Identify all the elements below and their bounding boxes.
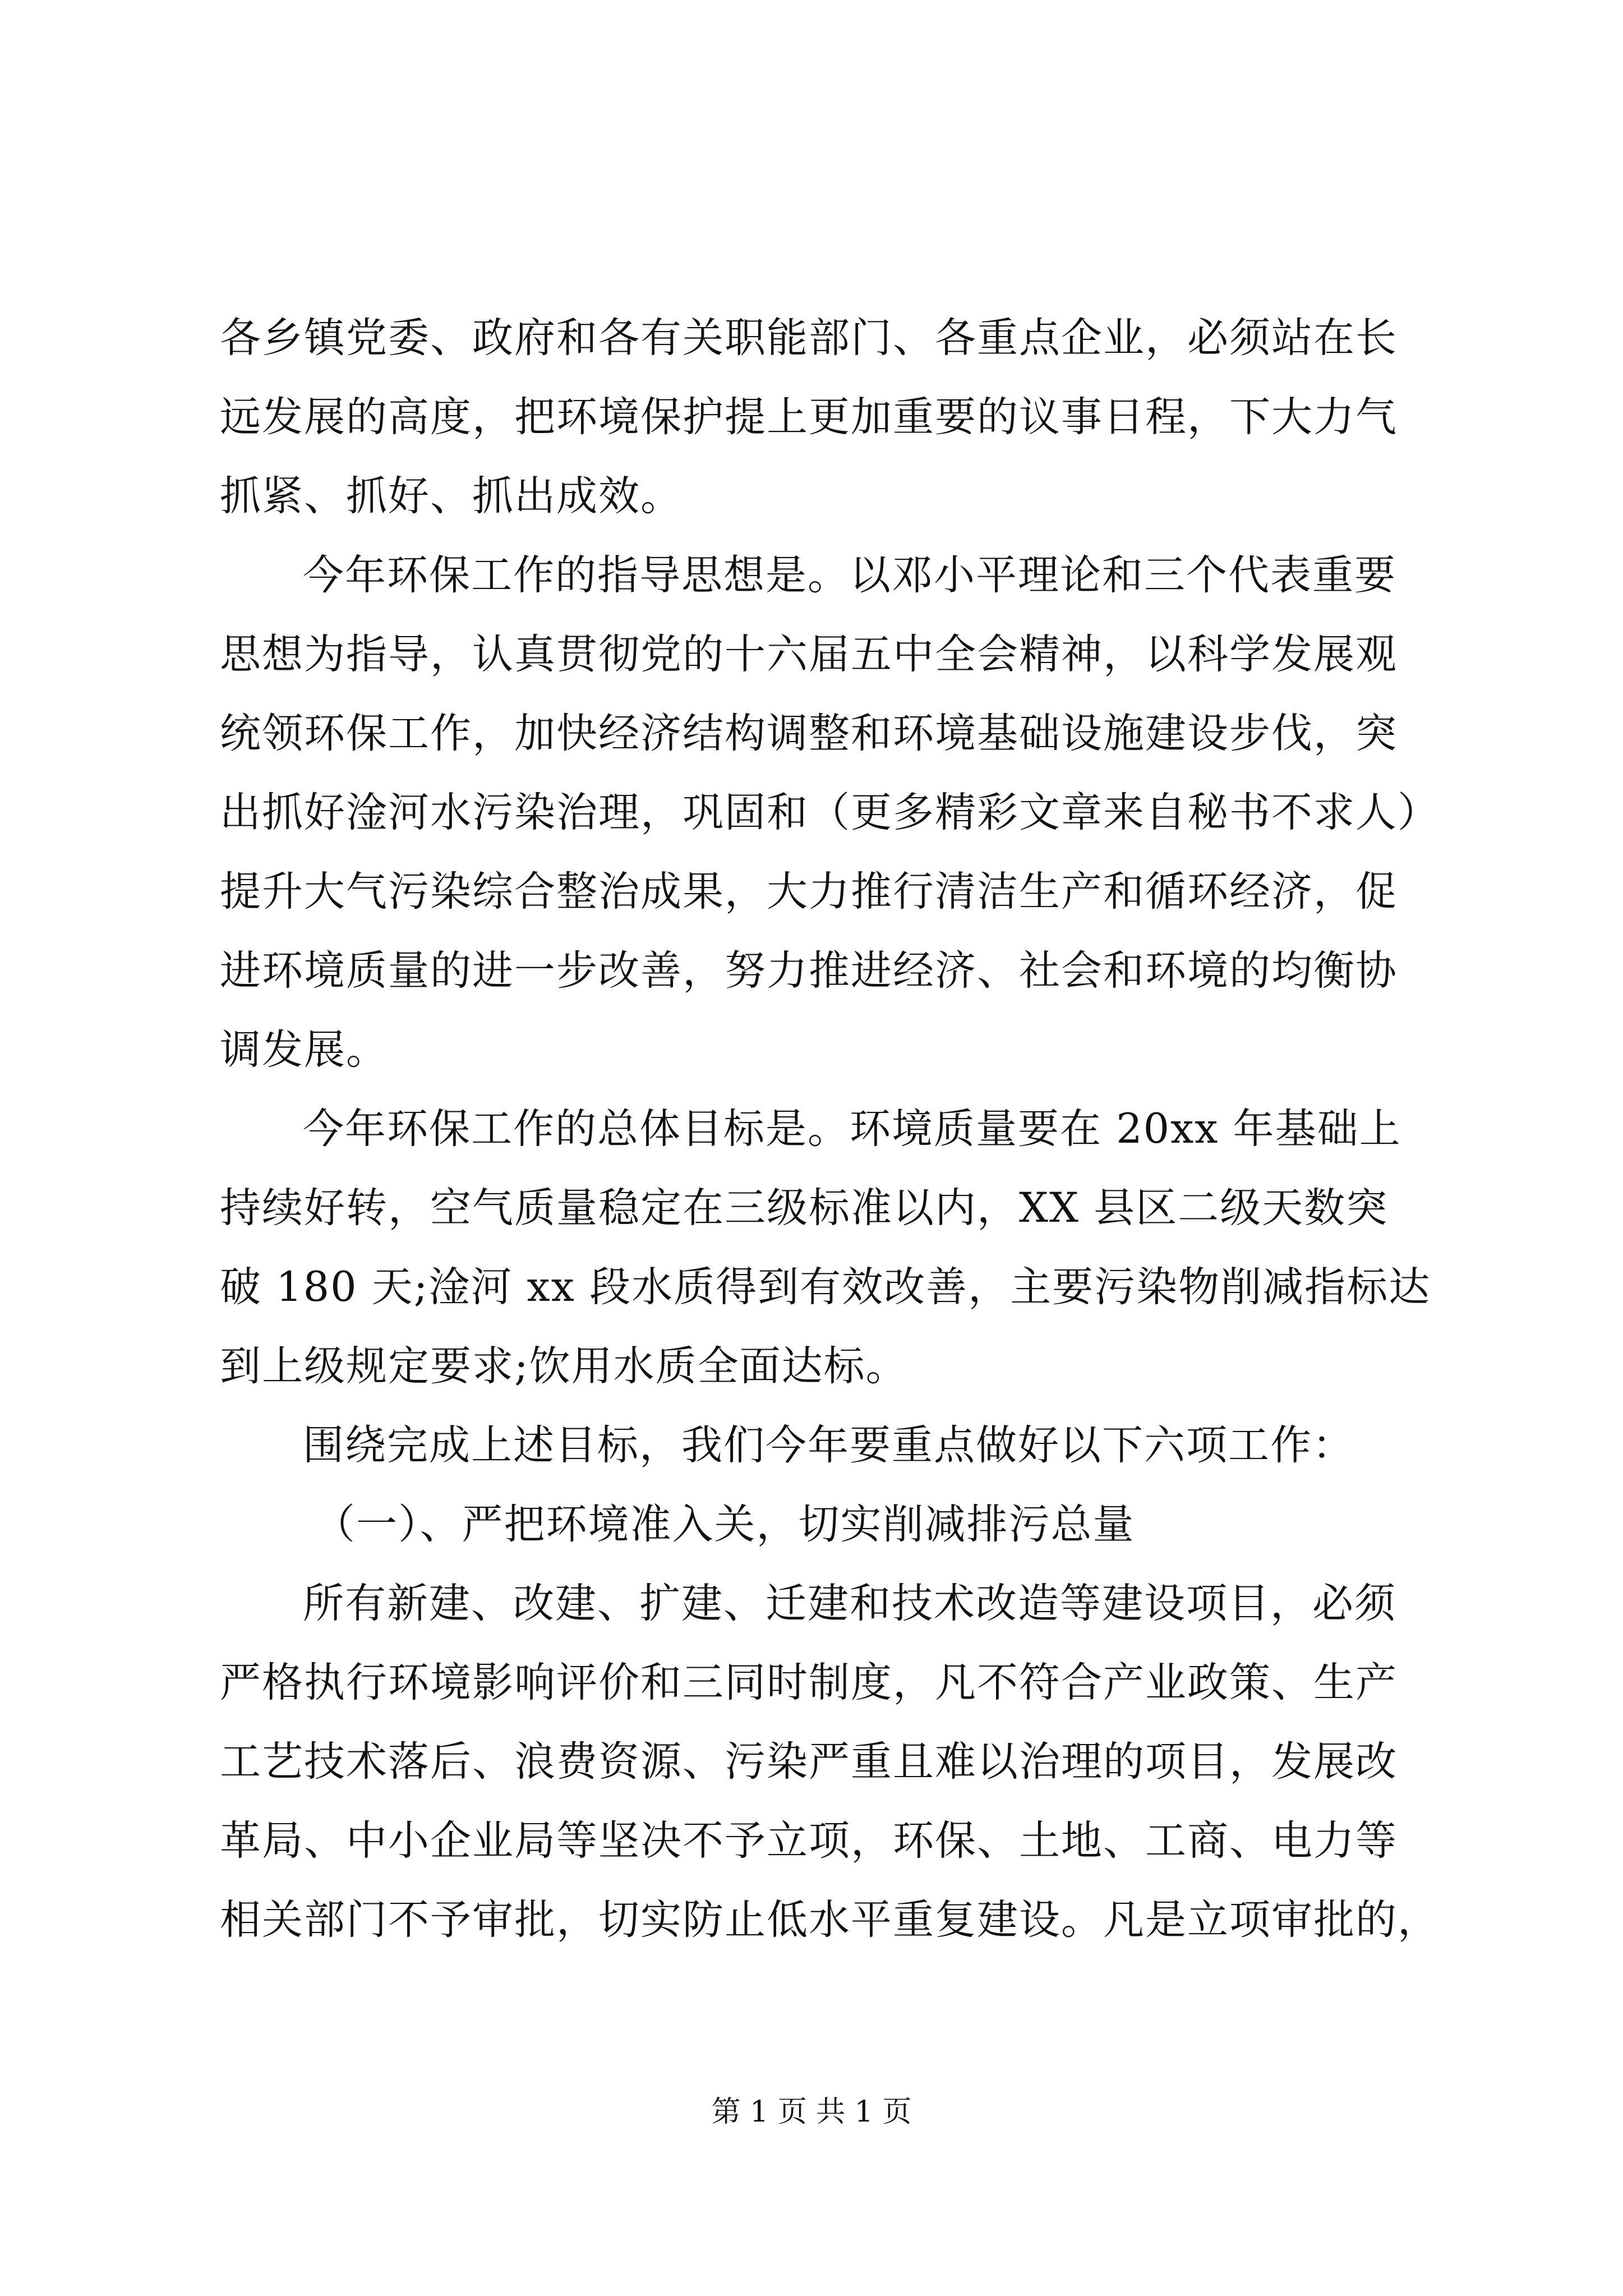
text-line: 调发展。 (220, 1026, 388, 1074)
section-heading: （一）、严把环境准入关，切实削减排污总量 (314, 1501, 1135, 1548)
text-line: 破 180 天;淦河 xx 段水质得到有效改善，主要污染物削减指标达 (220, 1263, 1431, 1311)
text-line: 到上级规定要求;饮用水质全面达标。 (220, 1342, 908, 1390)
text-line: 思想为指导，认真贯彻党的十六届五中全会精神，以科学发展观 (220, 631, 1398, 678)
text-line: 抓紧、抓好、抓出成效。 (220, 472, 683, 520)
text-line: 各乡镇党委、政府和各有关职能部门、各重点企业，必须站在长 (220, 314, 1398, 362)
page-number-footer: 第 1 页 共 1 页 (711, 2095, 912, 2129)
paragraph-first-line: 今年环保工作的指导思想是。以邓小平理论和三个代表重要 (303, 551, 1396, 599)
text-line: 严格执行环境影响评价和三同时制度，凡不符合产业政策、生产 (220, 1659, 1398, 1706)
text-line: 相关部门不予审批，切实防止低水平重复建设。凡是立项审批的， (220, 1896, 1440, 1944)
text-line: 提升大气污染综合整治成果，大力推行清洁生产和循环经济，促 (220, 868, 1398, 915)
text-line: 工艺技术落后、浪费资源、污染严重且难以治理的项目，发展改 (220, 1738, 1398, 1786)
paragraph-first-line: 围绕完成上述目标，我们今年要重点做好以下六项工作： (303, 1421, 1354, 1469)
text-line: 远发展的高度，把环境保护提上更加重要的议事日程，下大力气 (220, 393, 1398, 441)
paragraph-first-line: 今年环保工作的总体目标是。环境质量要在 20xx 年基础上 (303, 1105, 1401, 1153)
text-line: 革局、中小企业局等坚决不予立项，环保、土地、工商、电力等 (220, 1817, 1398, 1865)
text-line: 进环境质量的进一步改善，努力推进经济、社会和环境的均衡协 (220, 947, 1398, 995)
paragraph-first-line: 所有新建、改建、扩建、迁建和技术改造等建设项目，必须 (303, 1580, 1396, 1627)
text-line: 统领环保工作，加快经济结构调整和环境基础设施建设步伐，突 (220, 710, 1398, 757)
text-line: 出抓好淦河水污染治理，巩固和（更多精彩文章来自秘书不求人） (220, 789, 1440, 836)
text-line: 持续好转，空气质量稳定在三级标准以内，XX 县区二级天数突 (220, 1184, 1389, 1232)
